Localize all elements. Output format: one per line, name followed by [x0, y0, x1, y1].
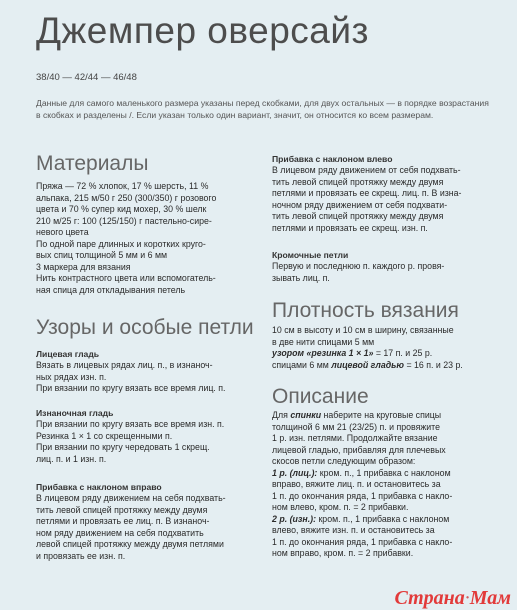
gauge-stockinette-value: = 16 п. и 23 р.: [404, 359, 463, 370]
watermark-part2: Мам: [469, 587, 511, 609]
increase-left-line: В лицевом ряду движением от себя подхвать-: [272, 165, 461, 175]
gauge-rib-value: = 17 п. и 25 р.: [373, 348, 433, 358]
increase-left-line: ночном ряду движением от себя подхвати-: [272, 199, 448, 210]
increase-left-heading: Прибавка с наклоном влево: [272, 154, 393, 164]
materials-section: [36, 152, 268, 296]
gauge-needles: спицами 6 мм: [272, 359, 332, 370]
gauge-heading: Плотность вязания: [272, 299, 459, 322]
description-line: 1 п. до окончания ряда, 1 прибавка с накло-: [272, 490, 453, 501]
materials-list: [36, 181, 268, 296]
description-line: лицевой гладью, прибавляя для плечевых: [272, 444, 446, 455]
increase-right-line: В лицевом ряду движением на себя подхвать-: [36, 493, 226, 503]
increase-right-heading: Прибавка с наклоном вправо: [36, 482, 162, 492]
edge-line: зывать лиц. п.: [272, 272, 330, 283]
description-line: ном влево, кром. п. = 2 прибавки.: [272, 502, 409, 512]
watermark-dot: ·: [464, 587, 470, 609]
gauge-stockinette-label: лицевой гладью: [331, 359, 404, 370]
materials-heading: Материалы: [36, 152, 149, 175]
description-line: [272, 514, 496, 526]
reverse-line: лиц. п. и 1 изн. п.: [36, 453, 107, 464]
patterns-section: [36, 316, 268, 340]
materials-line: невого цвета: [36, 227, 89, 237]
reverse-stockinette-section: [36, 408, 268, 465]
materials-line: ная спица для откладывания петель: [36, 284, 186, 295]
increase-left-line: петлями и провязать ее скрещ. изн. п.: [272, 222, 428, 233]
increase-left-section: [272, 154, 496, 234]
description-line: влево, вяжите изн. п. и остановитесь за: [272, 525, 435, 535]
gauge-line: в две нити спицами 5 мм: [272, 336, 375, 347]
edge-line: Первую и последнюю п. каждого р. провя-: [272, 261, 445, 271]
intro-paragraph: Данные для самого маленького размера указаны перед скобками, для двух остальных — в порядке возрастания в скобках и разделены /. Если указан только один вариант, значит, он относится ко всем размерам.: [36, 98, 489, 120]
increase-left-line: тить левой спицей протяжку между двумя: [272, 211, 444, 221]
increase-left-line: петлями и провязать ее скрещ. лиц. п. В изна-: [272, 188, 462, 198]
gauge-body: [272, 325, 496, 371]
description-line: скосов петли следующим образом:: [272, 456, 416, 466]
materials-line: По одной паре длинных и коротких круго-: [36, 238, 206, 249]
increase-right-line: и провязать ее изн. п.: [36, 550, 126, 561]
stockinette-line: ных рядах изн. п.: [36, 371, 107, 382]
increase-right-line: ном ряду движением на себя подхватить: [36, 527, 204, 538]
gauge-line: [272, 360, 496, 372]
increase-right-line: левой спицей протяжку между двумя петлями: [36, 539, 224, 549]
row1-text: кром. п., 1 прибавка с наклоном: [317, 467, 451, 478]
materials-line: альпака, 215 м/50 г 250 (300/350) г розового: [36, 192, 217, 203]
description-line: 1 р. изн. петлями. Продолжайте вязание: [272, 433, 438, 443]
increase-left-line: тить левой спицей протяжку между двумя: [272, 176, 444, 187]
description-text: Для: [272, 410, 291, 420]
stockinette-heading: Лицевая гладь: [36, 349, 100, 359]
gauge-line: 10 см в высоту и 10 см в ширину, связанные: [272, 325, 454, 335]
description-body: [272, 410, 496, 560]
page-title: Джемпер оверсайз: [36, 10, 369, 51]
materials-line: Пряжа — 72 % хлопок, 17 % шерсть, 11 %: [36, 181, 209, 191]
reverse-line: При вязании по кругу вязать все время изн. п.: [36, 419, 225, 429]
description-text: наберите на круговые спицы: [321, 410, 442, 420]
gauge-rib-label: узором «резинка 1 × 1»: [272, 348, 374, 358]
description-line: [272, 410, 496, 422]
materials-line: вых спиц толщиной 5 мм и 6 мм: [36, 250, 168, 260]
stockinette-line: Вязать в лицевых рядах лиц. п., в изнаноч-: [36, 360, 213, 370]
gauge-section: [272, 299, 496, 371]
reverse-line: При вязании по кругу чередовать 1 скрещ.: [36, 442, 210, 452]
watermark-logo: [395, 588, 512, 608]
materials-line: 3 маркера для вязания: [36, 261, 131, 272]
watermark-part1: Страна: [394, 587, 465, 609]
description-line: ном вправо, кром. п. = 2 прибавки.: [272, 548, 414, 558]
patterns-heading: Узоры и особые петли: [36, 316, 254, 339]
increase-right-line: тить левой спицей протяжку между двумя: [36, 504, 208, 515]
materials-line: Нить контрастного цвета или вспомогатель-: [36, 273, 216, 283]
description-line: [272, 468, 496, 480]
reverse-heading: Изнаночная гладь: [36, 408, 114, 418]
materials-line: 210 м/25 г: 100 (125/150) г пастельно-сире-: [36, 215, 212, 226]
description-section: [272, 385, 496, 560]
edge-heading: Кромочные петли: [272, 250, 349, 260]
increase-right-section: [36, 482, 268, 562]
row2-label: 2 р. (изн.):: [272, 513, 317, 524]
edge-stitches-section: [272, 250, 496, 284]
stockinette-line: При вязании по кругу вязать все время лиц. п.: [36, 383, 226, 393]
description-back-label: спинки: [290, 410, 322, 420]
row2-text: кром. п., 1 прибавка с наклоном: [316, 513, 450, 524]
description-heading: Описание: [272, 385, 369, 408]
size-range: 38/40 — 42/44 — 46/48: [36, 72, 137, 83]
description-line: толщиной 6 мм 21 (23/25) п. и провяжите: [272, 421, 440, 432]
description-line: 1 п. до окончания ряда, 1 прибавка с накло-: [272, 536, 453, 547]
increase-right-line: петлями и провязать ее лиц. п. В изнаноч-: [36, 516, 210, 526]
row1-label: 1 р. (лиц.):: [272, 467, 318, 478]
materials-line: цвета и 70 % супер кид мохер, 30 % шелк: [36, 204, 207, 214]
stockinette-section: [36, 349, 268, 395]
reverse-line: Резинка 1 × 1 со скрещенными п.: [36, 430, 173, 441]
description-line: вправо, вяжите лиц. п. и остановитесь за: [272, 479, 441, 489]
gauge-line: [272, 348, 496, 360]
